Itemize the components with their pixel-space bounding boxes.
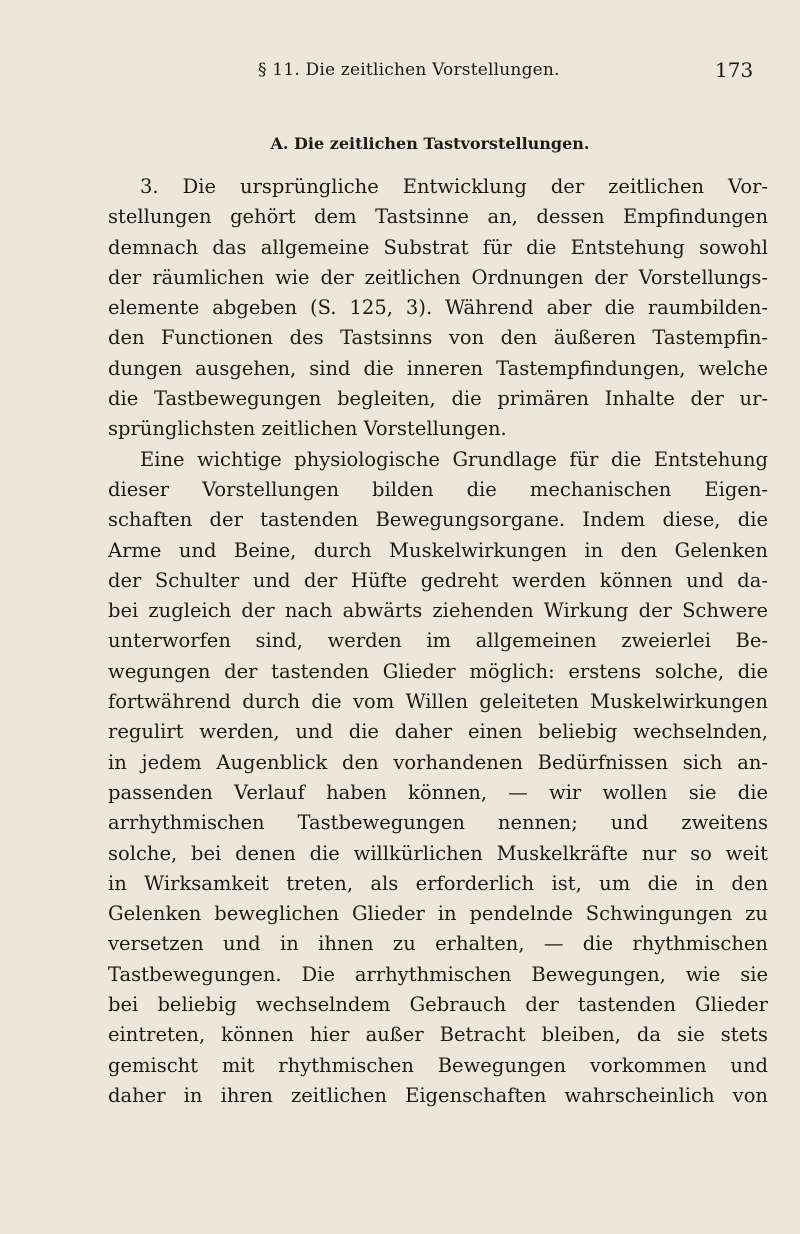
text-line: dieser Vorstellungen bilden die mechanischen Eigen-: [108, 477, 768, 501]
text-line: eintreten, können hier außer Betracht bleiben, da sie stets: [108, 1023, 768, 1047]
text-line: unterworfen sind, werden im allgemeinen zweierlei Be-: [108, 629, 768, 653]
text-line: gemischt mit rhythmischen Bewegungen vorkommen und: [108, 1053, 768, 1077]
text-line: passenden Verlauf haben können, — wir wollen sie die: [108, 780, 768, 804]
text-line: Tastbewegungen. Die arrhythmischen Bewegungen, wie sie: [108, 962, 768, 986]
text-line: stellungen gehört dem Tastsinne an, dessen Empfindungen: [108, 205, 768, 229]
text-line: arrhythmischen Tastbewegungen nennen; und zweitens: [108, 811, 768, 835]
section-subheading: A. Die zeitlichen Tastvorstellungen.: [270, 134, 590, 153]
text-line: der räumlichen wie der zeitlichen Ordnungen der Vorstellungs-: [108, 265, 768, 289]
text-line: schaften der tastenden Bewegungsorgane. Indem diese, die: [108, 508, 768, 532]
text-line: Gelenken beweglichen Glieder in pendelnde Schwingungen zu: [108, 902, 768, 926]
text-line: bei beliebig wechselndem Gebrauch der tastenden Glieder: [108, 993, 768, 1017]
text-line: Arme und Beine, durch Muskelwirkungen in den Gelenken: [108, 538, 768, 562]
text-line: solche, bei denen die willkürlichen Muskelkräfte nur so weit: [108, 841, 768, 865]
text-line: daher in ihren zeitlichen Eigenschaften wahrscheinlich von: [108, 1083, 768, 1107]
text-line: Eine wichtige physiologische Grundlage für die Entstehung: [140, 447, 768, 471]
page-number: 173: [715, 58, 754, 82]
text-line: bei zugleich der nach abwärts ziehenden Wirkung der Schwere: [108, 599, 768, 623]
text-line: den Functionen des Tastsinns von den äußeren Tastempfin-: [108, 326, 768, 350]
text-line: regulirt werden, und die daher einen beliebig wechselnden,: [108, 720, 768, 744]
text-line: fortwährend durch die vom Willen geleiteten Muskelwirkungen: [108, 690, 768, 714]
text-line: der Schulter und der Hüfte gedreht werden können und da-: [108, 568, 768, 592]
text-line: die Tastbewegungen begleiten, die primären Inhalte der ur-: [108, 387, 768, 411]
text-line: versetzen und in ihnen zu erhalten, — die rhythmischen: [108, 932, 768, 956]
running-head: § 11. Die zeitlichen Vorstellungen.: [258, 60, 560, 80]
text-line: demnach das allgemeine Substrat für die Entstehung sowohl: [108, 235, 768, 259]
page-header: [0, 60, 800, 90]
text-line: dungen ausgehen, sind die inneren Tastempfindungen, welche: [108, 356, 768, 380]
text-line: 3. Die ursprüngliche Entwicklung der zeitlichen Vor-: [140, 175, 768, 198]
text-line: elemente abgeben (S. 125, 3). Während aber die raumbilden-: [108, 296, 768, 320]
text-line: wegungen der tastenden Glieder möglich: erstens solche, die: [108, 659, 768, 683]
text-line: in jedem Augenblick den vorhandenen Bedürfnissen sich an-: [108, 750, 768, 774]
text-line: sprünglichsten zeitlichen Vorstellungen.: [108, 417, 507, 441]
body-text: [108, 172, 768, 1111]
text-line: in Wirksamkeit treten, als erforderlich ist, um die in den: [108, 871, 768, 895]
